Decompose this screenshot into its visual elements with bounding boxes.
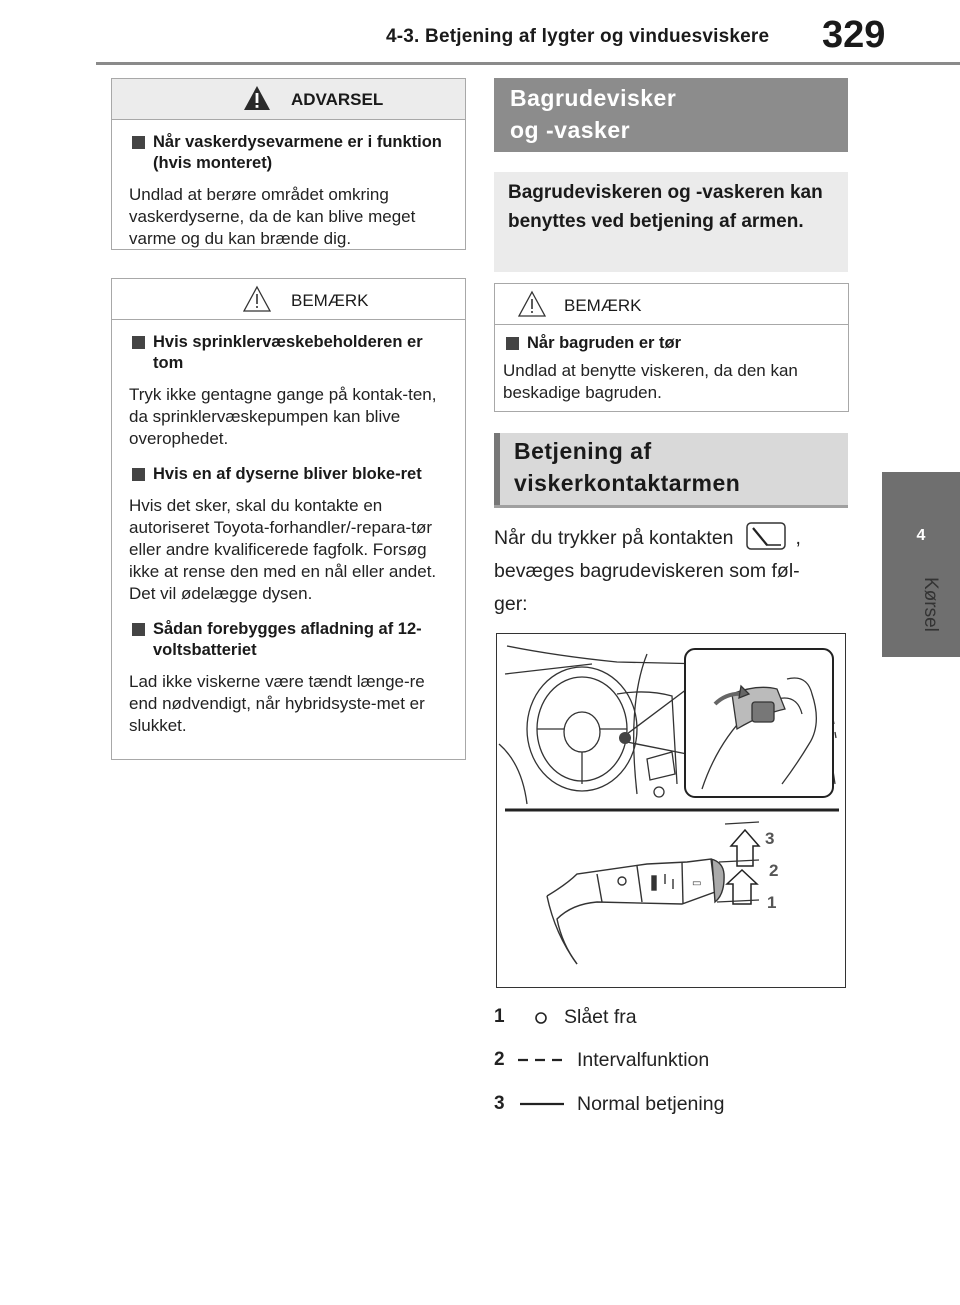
- notice-box-left: [111, 278, 466, 760]
- caution-triangle-icon: [242, 285, 272, 313]
- section-heading-rear-wiper: [494, 78, 848, 152]
- notice-heading-3: Sådan forebygges afladning af 12-voltsbatteriet: [129, 619, 453, 661]
- section-operation-title-1: Betjening af: [514, 438, 652, 464]
- legend-number-2: 2: [494, 1049, 505, 1070]
- chapter-label: Kørsel: [920, 577, 941, 632]
- notice-heading-1: Hvis sprinklervæskebeholderen er tom: [129, 332, 453, 374]
- warning-box: [111, 78, 466, 250]
- svg-text:▭: ▭: [692, 878, 702, 889]
- operation-body-after: ,: [795, 527, 801, 549]
- caution-triangle-icon: [517, 290, 547, 318]
- warning-text: Undlad at berøre området omkring vaskerdyserne, da de kan blive meget varme og du kan brænde dig.: [129, 185, 416, 248]
- section-rear-intro: Bagrudeviskeren og -vaskeren kan benyttes ved betjening af armen.: [508, 182, 823, 232]
- operation-body-line3: ger:: [494, 593, 528, 615]
- warning-heading: Når vaskerdysevarmene er i funktion (hvis monteret): [129, 132, 453, 174]
- operation-body-line2: bevæges bagrudeviskeren som føl-: [494, 560, 800, 582]
- legend-text-2: Intervalfunktion: [577, 1049, 710, 1071]
- notice-text-1: Tryk ikke gentagne gange på kontak-ten, da sprinklervæskepumpen kan blive overophedet.: [129, 385, 437, 448]
- notice-box-right: [494, 283, 849, 412]
- page-number: 329: [822, 14, 886, 56]
- section-rear-title-2: og -vasker: [510, 117, 631, 143]
- section-title: 4-3. Betjening af lygter og vinduesviskere: [386, 26, 770, 47]
- notice-right-text: Undlad at benytte viskeren, da den kan beskadige bagruden.: [503, 361, 798, 402]
- notice-label-left: BEMÆRK: [291, 291, 369, 310]
- chapter-number: 4: [916, 527, 926, 544]
- header-rule: [96, 62, 960, 65]
- legend-number-3: 3: [494, 1093, 505, 1114]
- operation-body-before: Når du trykker på kontakten: [494, 527, 734, 549]
- position-label-3: 3: [765, 829, 775, 848]
- legend-number-1: 1: [494, 1006, 505, 1027]
- section-heading-operation: [494, 433, 848, 505]
- solid-line-icon: [518, 1101, 566, 1107]
- legend-item-interval: [494, 1047, 854, 1077]
- section-operation-title-2: viskerkontaktarmen: [514, 470, 741, 496]
- section-rear-title-1: Bagrudevisker: [510, 85, 677, 111]
- legend-text-1: Slået fra: [564, 1006, 637, 1028]
- warning-label: ADVARSEL: [291, 90, 384, 109]
- operation-body: [494, 522, 854, 621]
- position-label-2: 2: [769, 861, 779, 880]
- notice-text-2: Hvis det sker, skal du kontakte en autoriseret Toyota-forhandler/-repara-tør eller andre kvalificerede fagfolk. Forsøg ikke at rense den med en nål eller andet. Det vil ødelægge dysen.: [129, 496, 437, 603]
- legend-item-normal: [494, 1091, 854, 1121]
- rear-wiper-switch-icon: [746, 522, 786, 550]
- legend-text-3: Normal betjening: [577, 1093, 725, 1115]
- section-rear-intro-box: [494, 172, 848, 272]
- wiper-lever-illustration: [497, 634, 846, 988]
- dashed-line-icon: [518, 1057, 566, 1063]
- notice-heading-2: Hvis en af dyserne bliver bloke-ret: [129, 464, 453, 485]
- warning-triangle-icon: [242, 84, 272, 112]
- wiper-lever-figure: [496, 633, 846, 988]
- notice-box-left-header: [112, 279, 465, 320]
- position-label-1: 1: [767, 893, 777, 912]
- warning-box-header: [112, 79, 465, 120]
- section-operation-underline: [494, 505, 848, 508]
- off-circle-icon: [534, 1011, 548, 1025]
- notice-label-right: BEMÆRK: [564, 296, 642, 315]
- notice-box-right-header: [495, 284, 848, 325]
- legend-item-off: [494, 1004, 854, 1034]
- notice-right-heading: Når bagruden er tør: [503, 333, 836, 354]
- notice-text-3: Lad ikke viskerne være tændt længe-re end nødvendigt, når hybridsyste-met er slukket.: [129, 672, 425, 735]
